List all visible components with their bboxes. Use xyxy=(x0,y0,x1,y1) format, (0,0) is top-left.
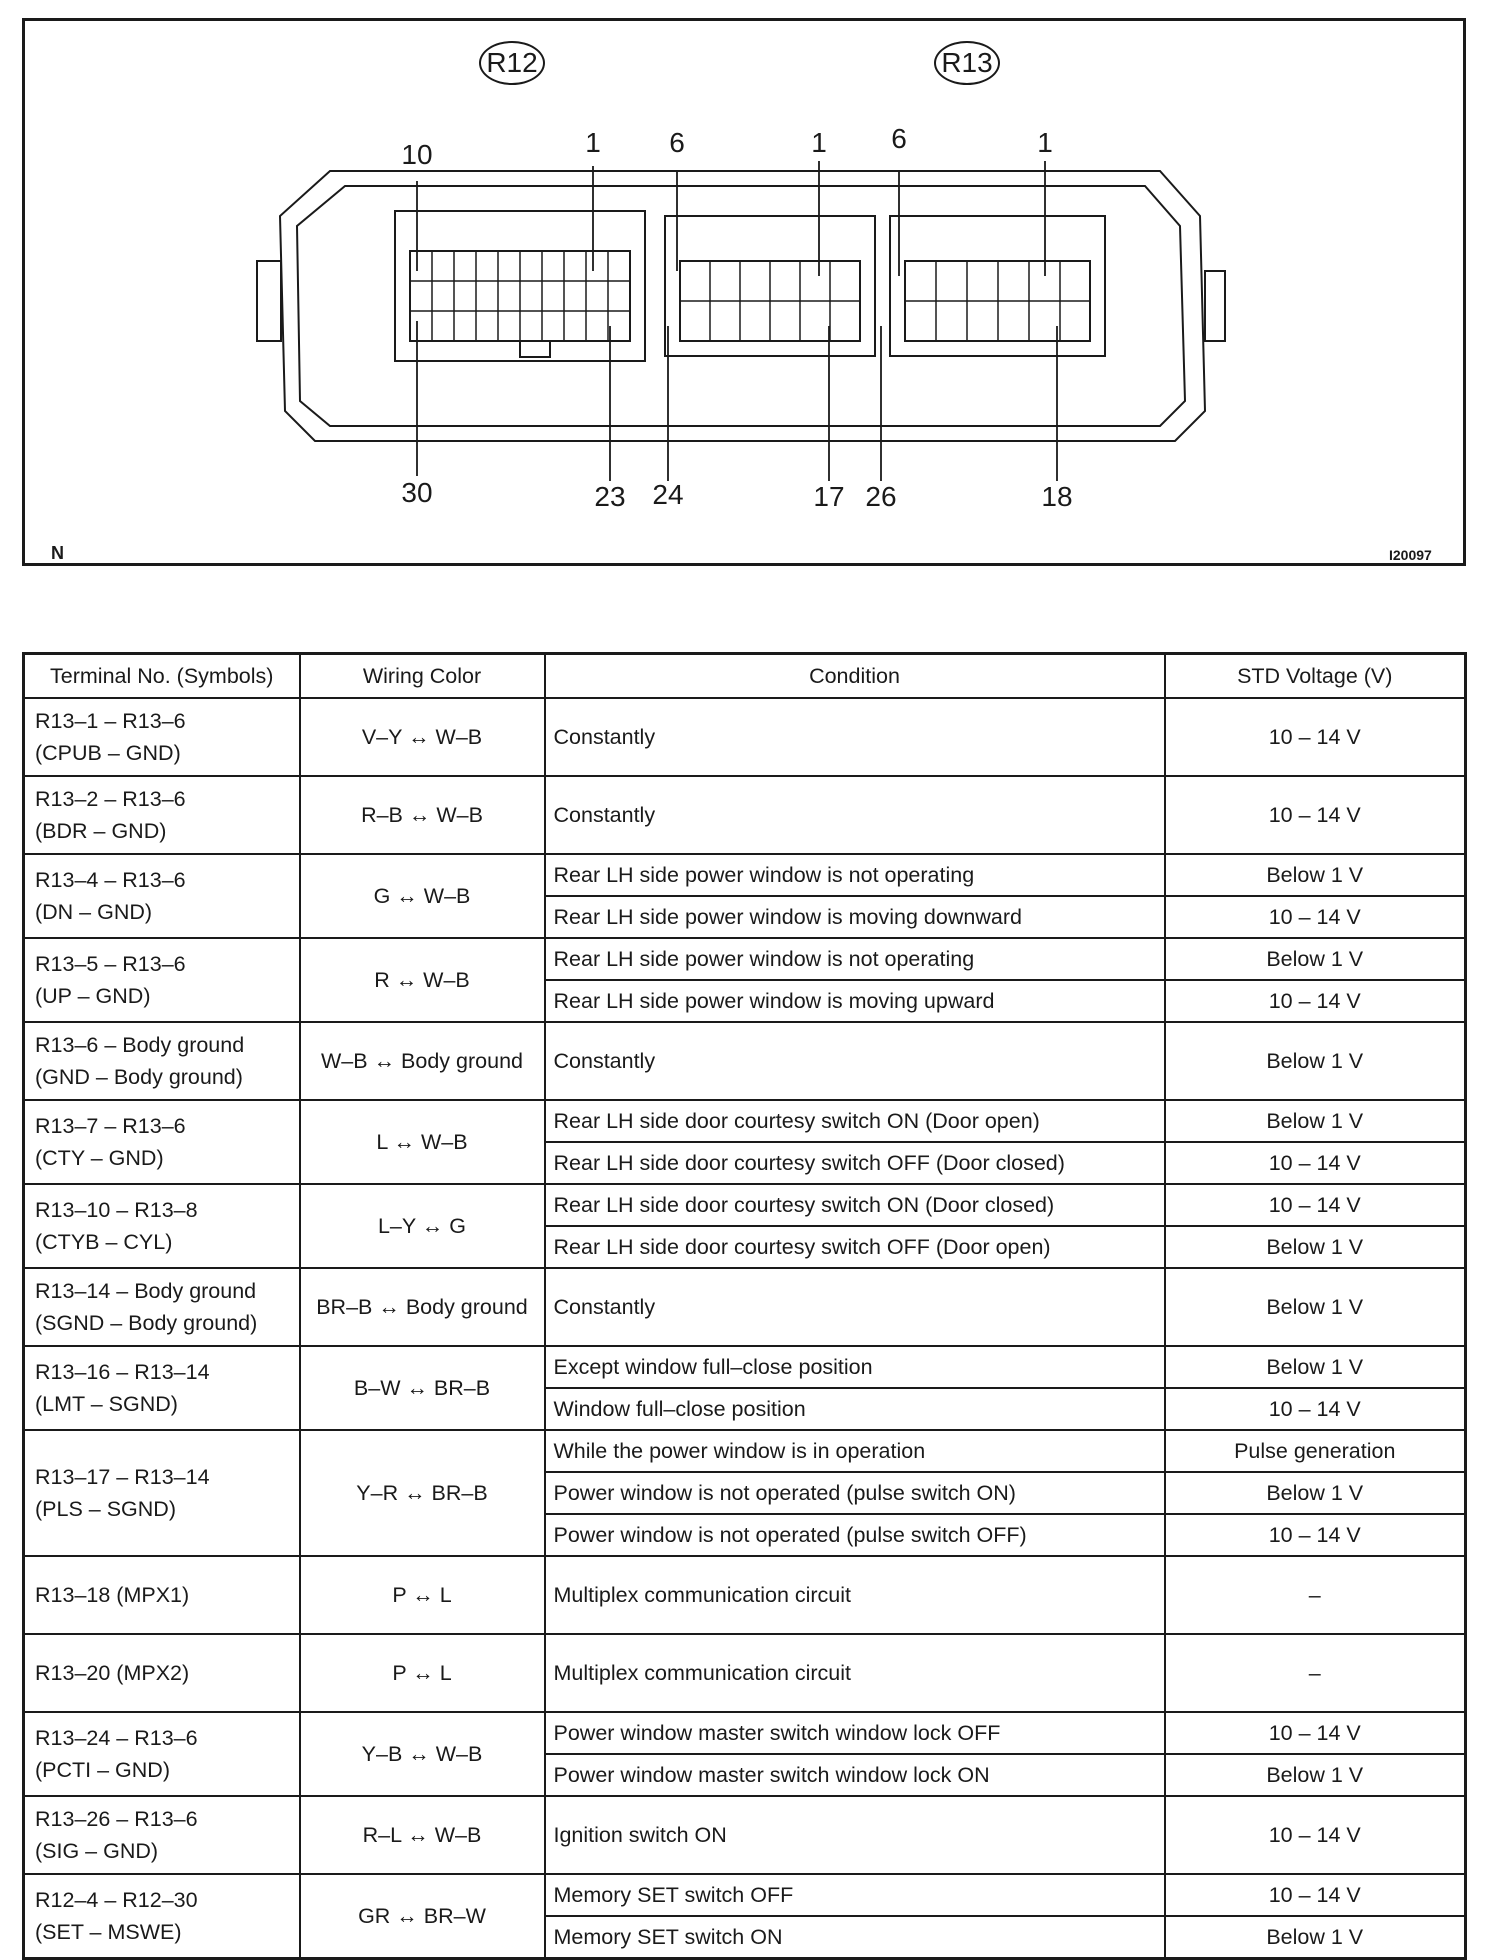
terminal-text: (CTY – GND) xyxy=(35,1146,164,1170)
voltage-cell: 10 – 14 V xyxy=(1165,896,1466,938)
table-row xyxy=(24,1874,1466,1916)
voltage-cell: – xyxy=(1165,1634,1466,1712)
table-row xyxy=(24,1268,1466,1346)
connector-label-r12: R12 xyxy=(479,41,545,85)
condition-cell: Constantly xyxy=(545,698,1165,776)
voltage-cell: Below 1 V xyxy=(1165,1472,1466,1514)
table-row xyxy=(24,854,1466,896)
voltage-cell: – xyxy=(1165,1556,1466,1634)
terminal-text: R13–5 – R13–6 xyxy=(35,952,186,976)
voltage-cell: 10 – 14 V xyxy=(1165,776,1466,854)
wiring-color-cell: W–B ↔ Body ground xyxy=(300,1022,545,1100)
voltage-cell: 10 – 14 V xyxy=(1165,1796,1466,1874)
voltage-cell: 10 – 14 V xyxy=(1165,980,1466,1022)
condition-cell: Memory SET switch OFF xyxy=(545,1874,1165,1916)
terminal-text: R13–17 – R13–14 xyxy=(35,1465,210,1489)
terminal-cell xyxy=(24,1712,300,1796)
terminal-cell xyxy=(24,1556,300,1634)
terminal-text: R13–2 – R13–6 xyxy=(35,787,186,811)
table-row xyxy=(24,1634,1466,1712)
condition-cell: Constantly xyxy=(545,776,1165,854)
wiring-color-cell: L–Y ↔ G xyxy=(300,1184,545,1268)
voltage-cell: Below 1 V xyxy=(1165,1754,1466,1796)
voltage-cell: 10 – 14 V xyxy=(1165,1142,1466,1184)
header-wiring-color: Wiring Color xyxy=(300,654,545,699)
voltage-cell: 10 – 14 V xyxy=(1165,1712,1466,1754)
pin-label-bottom: 24 xyxy=(652,479,684,510)
terminal-cell xyxy=(24,1022,300,1100)
terminal-text: R12–4 – R12–30 xyxy=(35,1888,198,1912)
header-std-voltage: STD Voltage (V) xyxy=(1165,654,1466,699)
condition-cell: Multiplex communication circuit xyxy=(545,1556,1165,1634)
terminal-text: (CPUB – GND) xyxy=(35,741,181,765)
table-row xyxy=(24,938,1466,980)
right-tab xyxy=(1205,271,1225,341)
terminal-text: R13–26 – R13–6 xyxy=(35,1807,198,1831)
terminal-cell xyxy=(24,1268,300,1346)
pin-label-top: 6 xyxy=(891,123,907,154)
table-row xyxy=(24,1184,1466,1226)
condition-cell: Rear LH side power window is not operating xyxy=(545,854,1165,896)
wiring-color-cell: L ↔ W–B xyxy=(300,1100,545,1184)
terminal-cell xyxy=(24,1430,300,1556)
terminal-text: R13–18 (MPX1) xyxy=(35,1583,190,1607)
pin-label-bottom: 26 xyxy=(865,481,897,512)
wiring-color-cell: GR ↔ BR–W xyxy=(300,1874,545,1959)
table-body xyxy=(24,698,1466,1959)
condition-cell: While the power window is in operation xyxy=(545,1430,1165,1472)
left-tab xyxy=(257,261,281,341)
wiring-color-cell: G ↔ W–B xyxy=(300,854,545,938)
pin-label-bottom: 30 xyxy=(401,477,433,508)
condition-cell: Rear LH side door courtesy switch ON (Door open) xyxy=(545,1100,1165,1142)
table-row xyxy=(24,1556,1466,1634)
wiring-color-cell: R ↔ W–B xyxy=(300,938,545,1022)
terminal-cell xyxy=(24,1874,300,1959)
wiring-color-cell: Y–B ↔ W–B xyxy=(300,1712,545,1796)
voltage-cell: Below 1 V xyxy=(1165,1022,1466,1100)
terminal-text: R13–10 – R13–8 xyxy=(35,1198,198,1222)
housing-inner xyxy=(297,186,1185,426)
condition-cell: Constantly xyxy=(545,1022,1165,1100)
condition-cell: Rear LH side power window is moving upward xyxy=(545,980,1165,1022)
table-row xyxy=(24,1430,1466,1472)
r12-pin-grid xyxy=(410,251,630,341)
voltage-cell: Below 1 V xyxy=(1165,854,1466,896)
condition-cell: Rear LH side door courtesy switch OFF (Door open) xyxy=(545,1226,1165,1268)
terminal-text: R13–16 – R13–14 xyxy=(35,1360,210,1384)
wiring-color-cell: Y–R ↔ BR–B xyxy=(300,1430,545,1556)
table-header-row xyxy=(24,654,1466,699)
terminal-text: R13–7 – R13–6 xyxy=(35,1114,186,1138)
terminal-text: (CTYB – CYL) xyxy=(35,1230,173,1254)
terminal-cell xyxy=(24,1184,300,1268)
condition-cell: Window full–close position xyxy=(545,1388,1165,1430)
wiring-color-cell: P ↔ L xyxy=(300,1634,545,1712)
terminal-cell xyxy=(24,776,300,854)
table-row xyxy=(24,1100,1466,1142)
table-row xyxy=(24,1346,1466,1388)
voltage-cell: Below 1 V xyxy=(1165,1100,1466,1142)
voltage-cell: 10 – 14 V xyxy=(1165,1514,1466,1556)
terminal-text: R13–4 – R13–6 xyxy=(35,868,186,892)
terminal-text: R13–14 – Body ground xyxy=(35,1279,257,1303)
table-row xyxy=(24,698,1466,776)
voltage-cell: 10 – 14 V xyxy=(1165,1388,1466,1430)
voltage-cell: Below 1 V xyxy=(1165,938,1466,980)
condition-cell: Power window master switch window lock OFF xyxy=(545,1712,1165,1754)
condition-cell: Power window master switch window lock ON xyxy=(545,1754,1165,1796)
wiring-color-cell: B–W ↔ BR–B xyxy=(300,1346,545,1430)
voltage-cell: 10 – 14 V xyxy=(1165,698,1466,776)
r13-left-pin-grid xyxy=(680,261,860,341)
pin-label-top: 1 xyxy=(585,127,601,158)
voltage-cell: 10 – 14 V xyxy=(1165,1184,1466,1226)
terminal-cell xyxy=(24,1346,300,1430)
terminal-cell xyxy=(24,938,300,1022)
voltage-cell: 10 – 14 V xyxy=(1165,1874,1466,1916)
r12-key xyxy=(520,341,550,357)
voltage-cell: Pulse generation xyxy=(1165,1430,1466,1472)
pin-label-bottom: 23 xyxy=(594,481,626,512)
table-row xyxy=(24,1796,1466,1874)
table-row xyxy=(24,776,1466,854)
voltage-cell: Below 1 V xyxy=(1165,1346,1466,1388)
terminal-text: (UP – GND) xyxy=(35,984,151,1008)
pin-label-top: 10 xyxy=(401,139,433,170)
condition-cell: Rear LH side door courtesy switch OFF (Door closed) xyxy=(545,1142,1165,1184)
header-terminal: Terminal No. (Symbols) xyxy=(24,654,300,699)
condition-cell: Power window is not operated (pulse switch ON) xyxy=(545,1472,1165,1514)
terminal-cell xyxy=(24,854,300,938)
connector-drawing xyxy=(25,21,1463,563)
header-condition: Condition xyxy=(545,654,1165,699)
pin-label-bottom: 18 xyxy=(1041,481,1073,512)
terminal-cell xyxy=(24,698,300,776)
condition-cell: Constantly xyxy=(545,1268,1165,1346)
pin-leaders xyxy=(417,161,1057,481)
voltage-cell: Below 1 V xyxy=(1165,1916,1466,1959)
terminal-text: (PCTI – GND) xyxy=(35,1758,170,1782)
r13-right-pin-grid xyxy=(905,261,1090,341)
terminal-text: (DN – GND) xyxy=(35,900,153,924)
terminal-text: (LMT – SGND) xyxy=(35,1392,178,1416)
terminal-text: R13–24 – R13–6 xyxy=(35,1726,198,1750)
terminal-text: (BDR – GND) xyxy=(35,819,167,843)
terminal-text: (GND – Body ground) xyxy=(35,1065,243,1089)
connector-label-r13: R13 xyxy=(934,41,1000,85)
terminal-text: R13–6 – Body ground xyxy=(35,1033,245,1057)
condition-cell: Multiplex communication circuit xyxy=(545,1634,1165,1712)
condition-cell: Power window is not operated (pulse switch OFF) xyxy=(545,1514,1165,1556)
condition-cell: Rear LH side power window is moving downward xyxy=(545,896,1165,938)
terminal-text: (SIG – GND) xyxy=(35,1839,159,1863)
pin-label-top: 6 xyxy=(669,127,685,158)
wiring-color-cell: P ↔ L xyxy=(300,1556,545,1634)
terminal-cell xyxy=(24,1796,300,1874)
terminal-text: R13–1 – R13–6 xyxy=(35,709,186,733)
terminal-cell xyxy=(24,1634,300,1712)
pin-label-top: 1 xyxy=(1037,127,1053,158)
condition-cell: Except window full–close position xyxy=(545,1346,1165,1388)
condition-cell: Rear LH side door courtesy switch ON (Door closed) xyxy=(545,1184,1165,1226)
wiring-color-cell: R–L ↔ W–B xyxy=(300,1796,545,1874)
wiring-color-cell: BR–B ↔ Body ground xyxy=(300,1268,545,1346)
wiring-color-cell: R–B ↔ W–B xyxy=(300,776,545,854)
wiring-color-cell: V–Y ↔ W–B xyxy=(300,698,545,776)
condition-cell: Rear LH side power window is not operating xyxy=(545,938,1165,980)
figure-corner-mark: N xyxy=(51,543,64,563)
voltage-cell: Below 1 V xyxy=(1165,1268,1466,1346)
terminal-text: R13–20 (MPX2) xyxy=(35,1661,190,1685)
terminal-text: (PLS – SGND) xyxy=(35,1497,176,1521)
connector-diagram xyxy=(22,18,1466,566)
terminal-spec-table xyxy=(22,652,1467,1960)
terminal-text: (SGND – Body ground) xyxy=(35,1311,258,1335)
condition-cell: Ignition switch ON xyxy=(545,1796,1165,1874)
terminal-text: (SET – MSWE) xyxy=(35,1920,182,1944)
pin-label-top: 1 xyxy=(811,127,827,158)
table-row xyxy=(24,1022,1466,1100)
figure-code: I20097 xyxy=(1389,547,1432,563)
table-row xyxy=(24,1712,1466,1754)
terminal-cell xyxy=(24,1100,300,1184)
pin-label-bottom: 17 xyxy=(813,481,845,512)
voltage-cell: Below 1 V xyxy=(1165,1226,1466,1268)
condition-cell: Memory SET switch ON xyxy=(545,1916,1165,1959)
